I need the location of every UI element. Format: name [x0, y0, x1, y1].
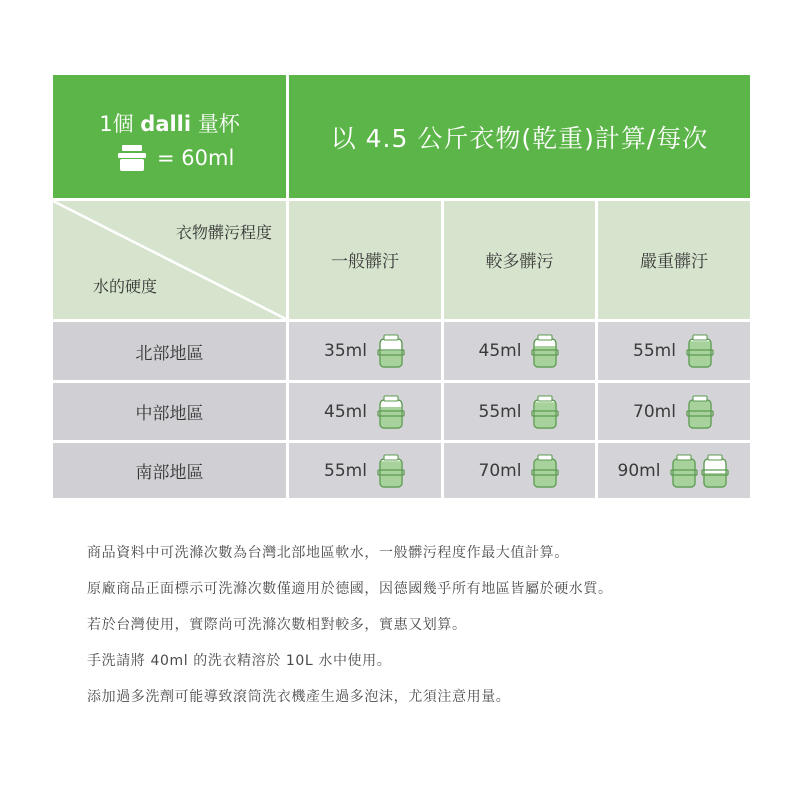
- cup-label: 量杯: [197, 112, 240, 136]
- dose-value: 55ml: [633, 341, 676, 361]
- cup-count: 1個: [99, 112, 134, 136]
- row-header-north: [53, 322, 286, 380]
- column-header-label: 嚴重髒汙: [640, 251, 708, 272]
- cup-volume: = 60ml: [157, 146, 235, 170]
- dose-cell: [598, 443, 750, 498]
- measuring-cup-icon: [376, 454, 406, 488]
- dose-value: 45ml: [478, 341, 522, 361]
- dosage-table: [53, 75, 750, 498]
- dirt-level-label: 衣物髒污程度: [175, 223, 272, 242]
- column-header-more: [444, 201, 595, 319]
- dose-cell: [289, 383, 441, 440]
- brand-logo: dalli: [140, 112, 192, 136]
- measuring-cup-icon: [530, 395, 560, 429]
- column-header-label: 較多髒污: [485, 251, 554, 272]
- cup-icons: [375, 334, 406, 368]
- row-header-central: [53, 383, 286, 440]
- column-header-normal: [289, 201, 441, 319]
- dose-value: 35ml: [324, 341, 367, 361]
- cup-icons: [684, 395, 715, 429]
- dose-value: 45ml: [324, 401, 367, 422]
- region-label: 南部地區: [135, 463, 204, 483]
- notes: [87, 543, 777, 723]
- row-header-south: [53, 443, 286, 498]
- cup-icons: [375, 395, 406, 429]
- cup-icons: [668, 454, 730, 488]
- diagonal-divider: [53, 201, 286, 319]
- note-line: 手洗請將 40ml 的洗衣精溶於 10L 水中使用。: [87, 653, 392, 669]
- cup-measure-header: [53, 75, 286, 198]
- dose-cell: [289, 322, 441, 380]
- column-header-heavy: [598, 201, 750, 319]
- measuring-cup-icon: [669, 454, 699, 488]
- cup-equation: [117, 145, 234, 171]
- measuring-cup-icon: [376, 395, 406, 429]
- measuring-cup-icon: [376, 334, 406, 368]
- note-line: 若於台灣使用，實際尚可洗滌次數相對較多，實惠又划算。: [87, 617, 467, 633]
- dose-cell: [598, 383, 750, 440]
- measuring-cup-icon: [117, 145, 147, 171]
- cup-icons: [529, 395, 560, 429]
- measuring-cup-icon: [685, 334, 715, 368]
- table-title-text: 以 4.5 公斤衣物(乾重)計算/每次: [330, 123, 709, 153]
- corner-header: [53, 201, 286, 319]
- measuring-cup-icon: [700, 454, 730, 488]
- dose-cell: [598, 322, 750, 380]
- cup-measure-title: [53, 108, 286, 138]
- dose-cell: [289, 443, 441, 498]
- region-label: 中部地區: [135, 404, 204, 424]
- note-line: 商品資料中可洗滌次數為台灣北部地區軟水，一般髒污程度作最大值計算。: [87, 545, 569, 561]
- dose-cell: [444, 443, 595, 498]
- measuring-cup-icon: [530, 334, 560, 368]
- dose-cell: [444, 383, 595, 440]
- note-line: 添加過多洗劑可能導致滾筒洗衣機產生過多泡沫，尤須注意用量。: [87, 689, 511, 705]
- table-title: [289, 75, 750, 198]
- cup-icons: [684, 334, 715, 368]
- measuring-cup-icon: [530, 454, 560, 488]
- column-header-label: 一般髒汙: [331, 251, 399, 272]
- dose-value: 70ml: [633, 401, 676, 422]
- dose-value: 55ml: [478, 401, 522, 422]
- dose-cell: [444, 322, 595, 380]
- water-hardness-label: 水的硬度: [93, 277, 158, 296]
- cup-icons: [375, 454, 406, 488]
- note-line: 原廠商品正面標示可洗滌次數僅適用於德國，因德國幾乎所有地區皆屬於硬水質。: [87, 581, 613, 597]
- cup-icons: [529, 454, 560, 488]
- measuring-cup-icon: [685, 395, 715, 429]
- cup-icons: [529, 334, 560, 368]
- dose-value: 90ml: [617, 460, 661, 481]
- dose-value: 70ml: [478, 460, 522, 481]
- dose-value: 55ml: [324, 460, 367, 481]
- region-label: 北部地區: [135, 343, 204, 364]
